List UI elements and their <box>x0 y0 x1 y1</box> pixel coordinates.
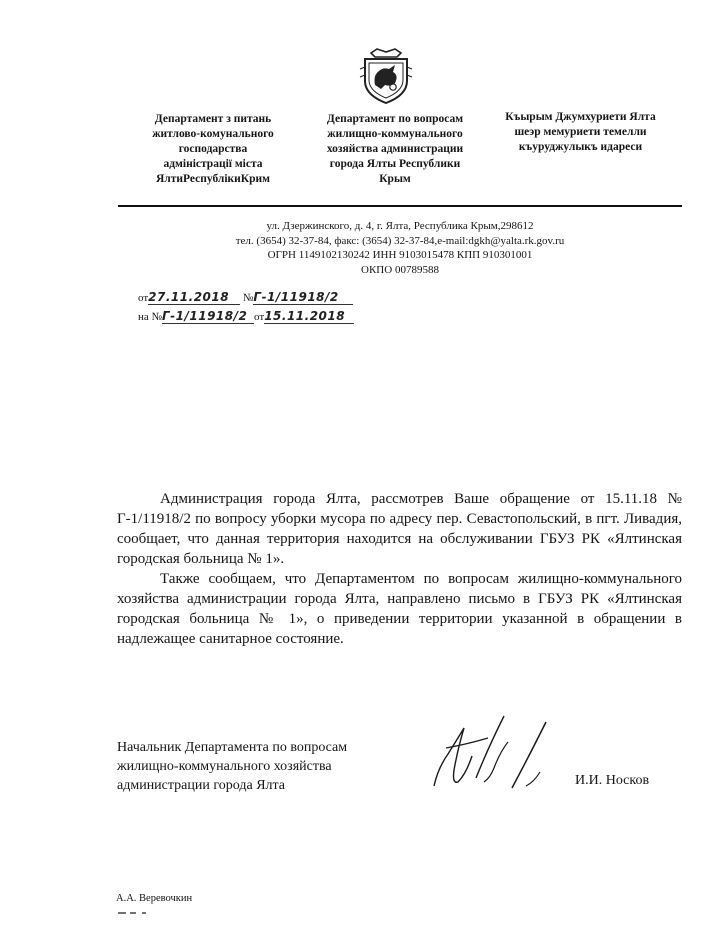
header-crimean-tatar <box>483 110 678 155</box>
body-paragraph: Администрация города Ялта, рассмотрев Ваше обращение от 15.11.18 № Г-1/11918/2 по вопросу уборки мусора по адресу пер. Севастопольский, в пгт. Ливадия, сообщает, что данная территория находится на обслуживании ГБУЗ РК «Ялтинская городская больница № 1». <box>117 491 682 567</box>
header-left-line: житлово-комунального <box>152 128 274 140</box>
position-line: администрации города Ялта <box>117 778 286 793</box>
header-ukrainian <box>118 112 308 187</box>
incoming-date: 15.11.2018 <box>264 309 354 324</box>
address-line: ул. Дзержинского, д. 4, г. Ялта, Республика Крым,298612 <box>266 220 534 232</box>
signatory-position <box>117 738 347 795</box>
registry-line: ОГРН 1149102130242 ИНН 9103015478 КПП 910301001 <box>267 249 533 261</box>
body-paragraph: Также сообщаем, что Департаментом по вопросам жилищно-коммунального хозяйства администрации города Ялта, направлено письмо в ГБУЗ РК «Ялтинская городская больница № 1», о приведении территории указанной в обращении в надлежащее санитарное состояние. <box>117 571 682 647</box>
number-label: № <box>242 292 254 304</box>
position-line: Начальник Департамента по вопросам <box>117 740 348 755</box>
header-left-line: Департамент з питань <box>154 113 272 125</box>
contact-block <box>180 219 620 277</box>
header-right-line: къуруджулыкъ идареси <box>518 141 643 153</box>
header-russian <box>300 112 490 187</box>
header-center-line: Крым <box>379 173 411 185</box>
incoming-number: Г-1/11918/2 <box>162 309 254 324</box>
outgoing-date: 27.11.2018 <box>148 290 240 305</box>
signatory-name: И.И. Носков <box>575 773 650 788</box>
header-center-line: хозяйства администрации <box>326 143 464 155</box>
header-center-line: жилищно-коммунального <box>327 128 463 140</box>
header-left-line: адміністрації міста <box>163 158 263 170</box>
from-label: от <box>138 292 149 304</box>
coat-of-arms-icon <box>357 47 415 105</box>
okpo-line: ОКПО 00789588 <box>361 263 439 276</box>
header-left-line: ЯлтиРеспублікиКрим <box>155 173 271 185</box>
header-right-line: шеэр мемуриети темелли <box>514 126 647 138</box>
letter-body <box>117 489 682 649</box>
cropped-text-fragment <box>116 912 166 918</box>
header-left-line: господарства <box>178 143 248 155</box>
outgoing-number: Г-1/11918/2 <box>253 290 353 305</box>
header-divider <box>118 205 682 207</box>
executor-name: А.А. Веревочкин <box>116 893 193 904</box>
incoming-reg-line <box>138 309 354 324</box>
phone-line: тел. (3654) 32-37-84, факс: (3654) 32-37-84,e-mail:dgkh@yalta.rk.gov.ru <box>235 234 565 247</box>
reply-label: на № <box>138 311 163 323</box>
header-center-line: Департамент по вопросам <box>326 113 464 125</box>
position-line: жилищно-коммунального хозяйства <box>117 759 332 774</box>
outgoing-reg-line <box>138 290 353 305</box>
handwritten-signature <box>428 708 568 800</box>
header-center-line: города Ялты Республики <box>329 158 461 170</box>
reply-from-label: от <box>254 311 265 323</box>
header-right-line: Къырым Джумхуриети Ялта <box>505 111 656 123</box>
